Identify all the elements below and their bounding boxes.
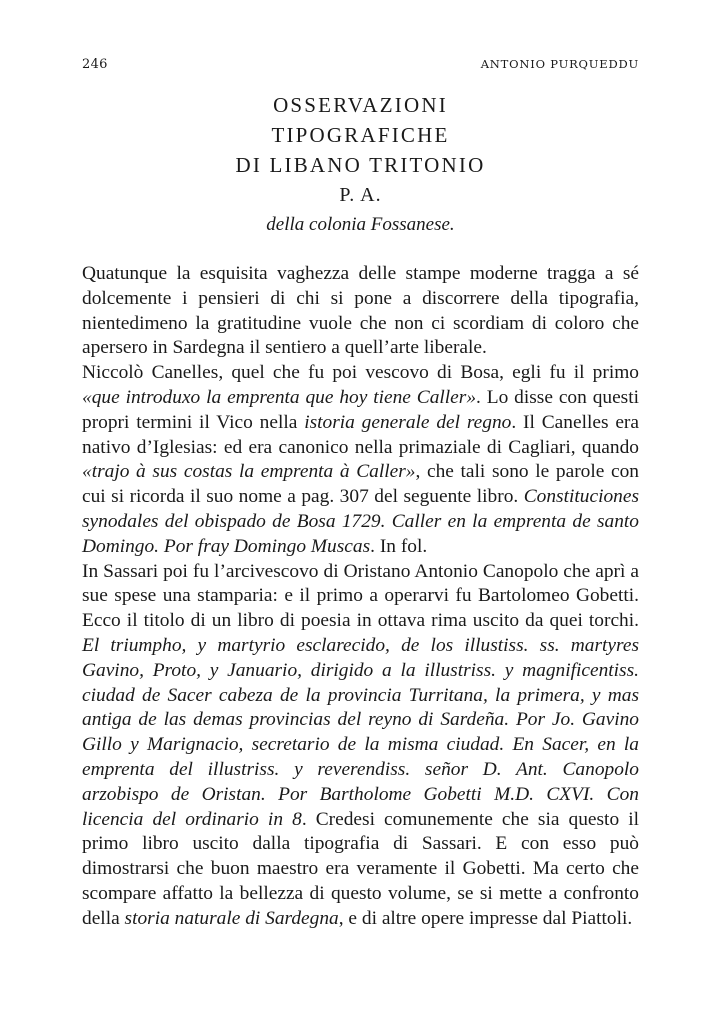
paragraph-3 — [82, 560, 639, 932]
running-head: ANTONIO PURQUEDDU — [480, 57, 639, 71]
paragraph-1: Quatunque la esquisita vaghezza delle stampe moderne tragga a sé dolcemente i pensieri di chi si pone a discorrere della tipografia, nientedimeno la gratitudine vuole che non ci scordiam di coloro che apersero in Sardegna il sentiero a quell’arte liberale. — [82, 263, 639, 359]
p3-text-1: In Sassari poi fu l’arcivescovo di Oristano Antonio Canopolo che aprì a sue spese una stamparia: e il primo a operarvi fu Bartolomeo Gobetti. Ecco il titolo di un libro di poesia in ottava rima uscito da quei torchi. — [82, 560, 639, 632]
paragraph-2 — [82, 361, 639, 559]
p3-book-title: El triumpho, y martyrio esclarecido, de los illustiss. ss. martyres Gavino, Proto, y Januario, dirigido a la illustriss. y magnificentiss. ciudad de Sacer cabeza de la provincia Turritana, la primera, y mas antiga de las demas provincias del reyno di Sardeña. Por Jo. Gavino Gillo y Marignacio, secretario de la misma ciudad. En Sacer, en la emprenta del illustriss. y reverendiss. señor D. Ant. Canopolo arzobispo de Oristan. Por Bartholome Gobetti M.D. CXVI. Con licencia del ordinario in 8 — [82, 634, 639, 830]
page-header — [82, 57, 639, 75]
p2-text-4: , che tali sono le parole con cui si ricorda il suo nome a pag. 307 del seguente libro. — [82, 461, 639, 508]
page-number: 246 — [82, 57, 108, 72]
title-line-2: TIPOGRAFICHE — [271, 123, 450, 147]
p3-text-3: , e di altre opere impresse dal Piattoli. — [338, 907, 633, 929]
p2-book-title: Constituciones synodales del obispado de Bosa 1729. Caller en la emprenta de santo Domingo. Por fray Domingo Muscas — [82, 486, 639, 557]
title-block — [82, 90, 639, 240]
p2-text-2: . Lo disse con questi propri termini il Vico nella — [82, 386, 640, 433]
p2-quote-2: «trajo à sus costas la emprenta à Caller» — [82, 461, 416, 483]
p3-text-2: . Credesi comunemente che sia questo il primo libro uscito dalla tipografia di Sassari. E con esso può dimostrarsi che buon maestro era veramente il Gobetti. Ma certo che scompare affatto la bellezza di questo volume, se si mette a confronto della — [82, 808, 640, 929]
title-line-1: OSSERVAZIONI — [273, 93, 448, 117]
title-subtitle: della colonia Fossanese. — [266, 214, 455, 235]
p3-work-title: storia naturale di Sardegna — [124, 907, 339, 929]
title-line-3: DI LIBANO TRITONIO — [235, 153, 486, 177]
title-line-4: P. A. — [339, 184, 382, 206]
p2-quote-1: «que introduxo la emprenta que hoy tiene Caller» — [82, 386, 477, 408]
p2-work-title: istoria generale del regno — [304, 411, 512, 433]
body-text — [82, 262, 639, 932]
p2-text-5: . In fol. — [370, 535, 428, 557]
p2-text-1: Niccolò Canelles, quel che fu poi vescovo di Bosa, egli fu il primo — [82, 362, 639, 384]
p2-text-3: . Il Canelles era nativo d’Iglesias: ed era canonico nella primaziale di Cagliari, quando — [82, 411, 639, 458]
